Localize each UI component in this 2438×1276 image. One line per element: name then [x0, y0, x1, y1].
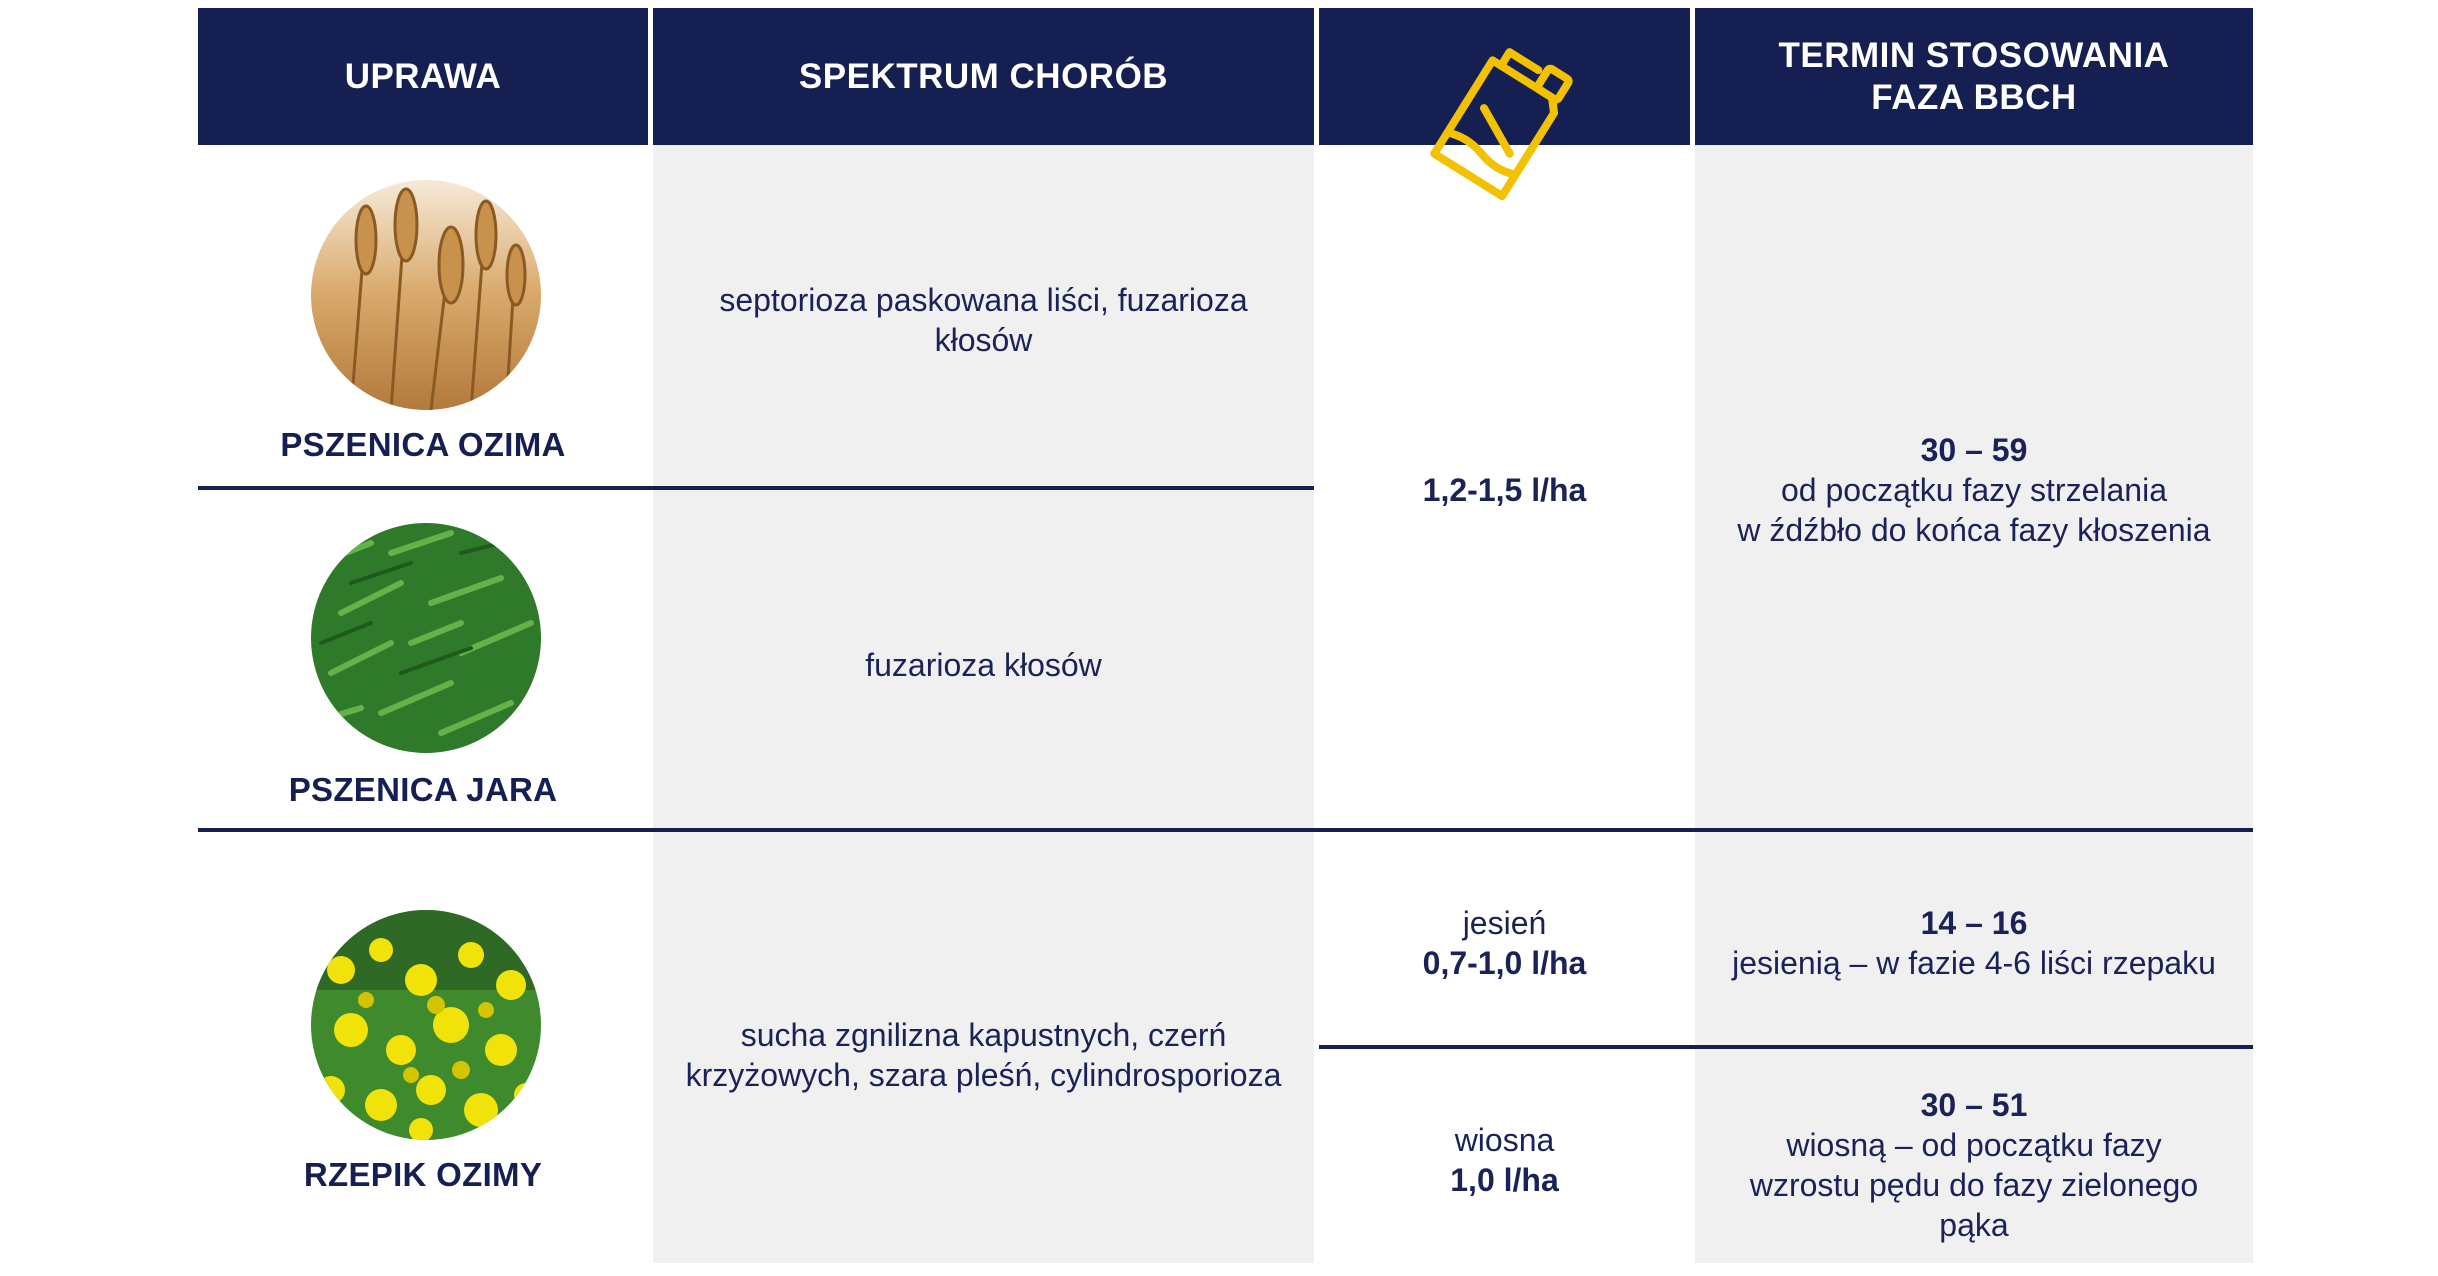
timing-line: jesienią – w fazie 4-6 liści rzepaku — [1732, 945, 2216, 981]
season-label: jesień — [1462, 905, 1547, 941]
diseases-line: fuzarioza kłosów — [865, 647, 1102, 683]
timing-line: wzrostu pędu do fazy zielonego — [1749, 1167, 2199, 1203]
diseases-line: kłosów — [934, 322, 1033, 358]
timing-line: pąka — [1939, 1207, 2009, 1243]
row-divider — [1319, 1045, 2253, 1049]
rape-spring-timing — [1695, 1075, 2253, 1255]
header-timing-line1: TERMIN STOSOWANIA — [1778, 35, 2170, 75]
timing-line: od początku fazy strzelania — [1781, 472, 2167, 508]
wheat-dose — [1319, 460, 1690, 520]
row-divider — [198, 828, 2253, 832]
diseases-line: sucha zgnilizna kapustnych, czerń — [740, 1017, 1227, 1053]
wheat-timing — [1695, 420, 2253, 560]
crop-name-text: PSZENICA JARA — [288, 771, 558, 808]
diseases-line: krzyżowych, szara pleśń, cylindrosporioza — [685, 1057, 1282, 1093]
header-diseases-label: SPEKTRUM CHORÓB — [798, 56, 1169, 96]
header-timing — [1695, 8, 2253, 145]
rape-autumn-dose — [1319, 893, 1690, 993]
timing-line: wiosną – od początku fazy — [1786, 1127, 2162, 1163]
diseases-line: septorioza paskowana liści, fuzarioza — [719, 282, 1248, 318]
crop-name-text: RZEPIK OZIMY — [303, 1156, 543, 1193]
timing-line: w źdźbło do końca fazy kłoszenia — [1737, 512, 2211, 548]
bbch-range: 30 – 59 — [1920, 432, 2028, 468]
crop-name — [198, 420, 648, 470]
diseases-wheat-winter — [653, 270, 1314, 370]
header-crop-label: UPRAWA — [344, 56, 502, 96]
canister-pour-icon — [1420, 34, 1580, 204]
crop-name-text: PSZENICA OZIMA — [280, 426, 566, 463]
rape-spring-dose — [1319, 1110, 1690, 1210]
header-diseases — [653, 8, 1314, 145]
dose-value: 1,2-1,5 l/ha — [1422, 472, 1587, 508]
rapeseed-photo — [311, 910, 541, 1140]
bbch-range: 30 – 51 — [1920, 1087, 2028, 1123]
bbch-range: 14 – 16 — [1920, 905, 2028, 941]
diseases-rapeseed — [653, 1005, 1314, 1105]
crop-name — [198, 1150, 648, 1200]
header-timing-line2: FAZA BBCH — [1871, 77, 2077, 117]
diseases-wheat-spring — [653, 635, 1314, 695]
dose-value: 1,0 l/ha — [1450, 1162, 1559, 1198]
season-label: wiosna — [1454, 1122, 1555, 1158]
dose-value: 0,7-1,0 l/ha — [1422, 945, 1587, 981]
row-divider — [198, 486, 1314, 490]
rape-autumn-timing — [1695, 893, 2253, 993]
grass-photo — [311, 523, 541, 753]
wheat-photo — [311, 180, 541, 410]
crop-name — [198, 765, 648, 815]
header-crop — [198, 8, 648, 145]
